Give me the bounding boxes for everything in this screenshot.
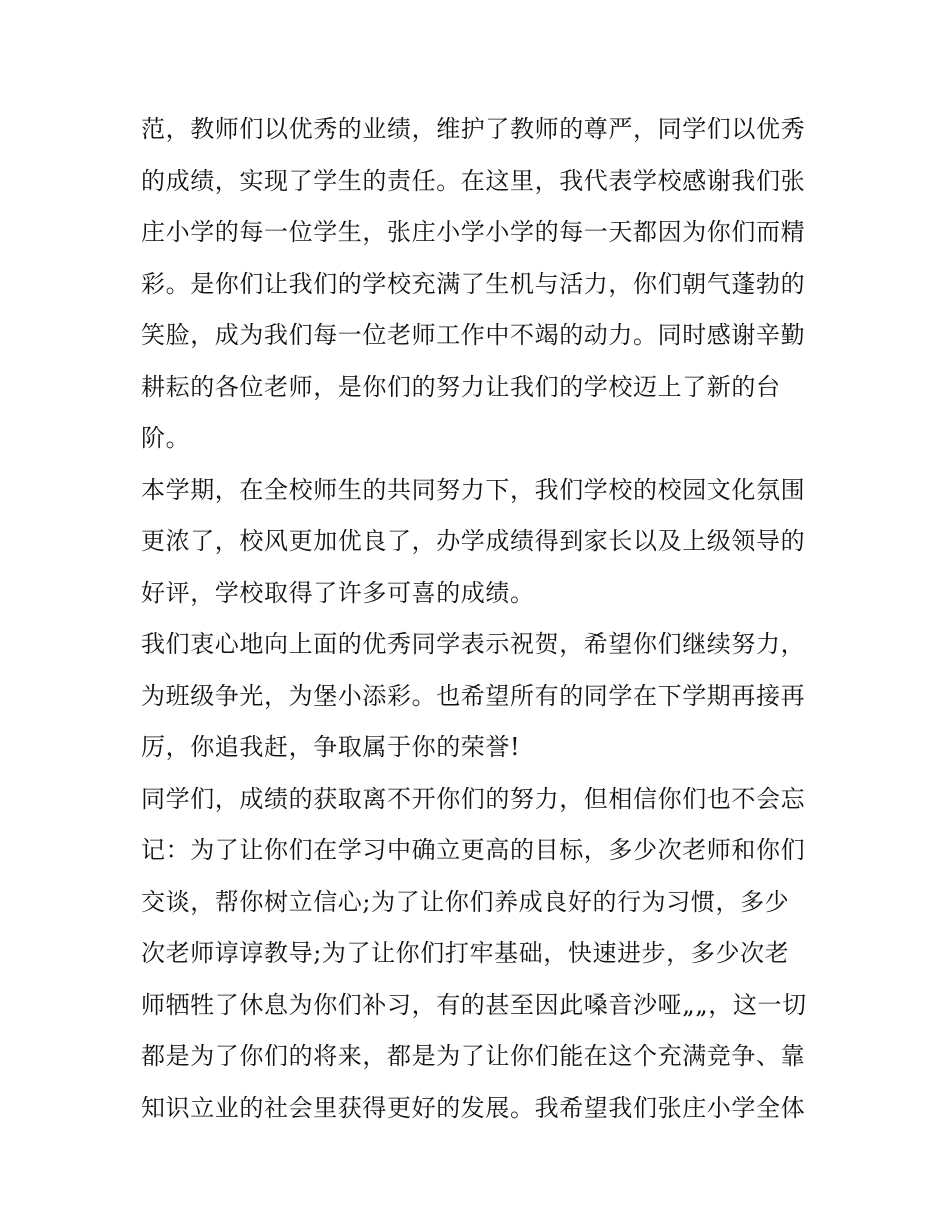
text-line: 都是为了你们的将来，都是为了让你们能在这个充满竞争、靠	[141, 1042, 806, 1070]
text-line: 知识立业的社会里获得更好的发展。我希望我们张庄小学全体	[141, 1093, 806, 1122]
text-line: 彩。是你们让我们的学校充满了生机与活力，你们朝气蓬勃的	[141, 269, 806, 298]
text-line: 范，教师们以优秀的业绩，维护了教师的尊严，同学们以优秀	[141, 115, 806, 143]
text-line: 阶。	[141, 424, 191, 452]
text-line: 次老师谆谆教导;为了让你们打牢基础，快速进步，多少次老	[141, 939, 790, 967]
body-text	[141, 104, 821, 1134]
text-line: 我们衷心地向上面的优秀同学表示祝贺，希望你们继续努力，	[141, 630, 806, 658]
text-line: 记：为了让你们在学习中确立更高的目标，多少次老师和你们	[141, 836, 806, 864]
text-line: 本学期，在全校师生的共同努力下，我们学校的校园文化氛围	[141, 475, 806, 504]
text-line: 为班级争光，为堡小添彩。也希望所有的同学在下学期再接再	[141, 681, 806, 710]
text-line: 笑脸，成为我们每一位老师工作中不竭的动力。同时感谢辛勤	[141, 321, 806, 349]
text-line: 耕耘的各位老师，是你们的努力让我们的学校迈上了新的台	[141, 372, 781, 401]
text-line: 厉，你追我赶，争取属于你的荣誉!	[141, 733, 521, 761]
text-line: 好评，学校取得了许多可喜的成绩。	[141, 578, 535, 607]
text-line: 更浓了，校风更加优良了，办学成绩得到家长以及上级领导的	[141, 527, 806, 555]
text-line: 师牺牲了休息为你们补习，有的甚至因此嗓音沙哑„„，这一切	[141, 990, 807, 1019]
text-line: 交谈，帮你树立信心;为了让你们养成良好的行为习惯，多少	[141, 887, 790, 916]
text-line: 同学们，成绩的获取离不开你们的努力，但相信你们也不会忘	[141, 784, 806, 813]
text-line: 的成绩，实现了学生的责任。在这里，我代表学校感谢我们张	[141, 166, 806, 195]
text-line: 庄小学的每一位学生，张庄小学小学的每一天都因为你们而精	[141, 218, 806, 246]
